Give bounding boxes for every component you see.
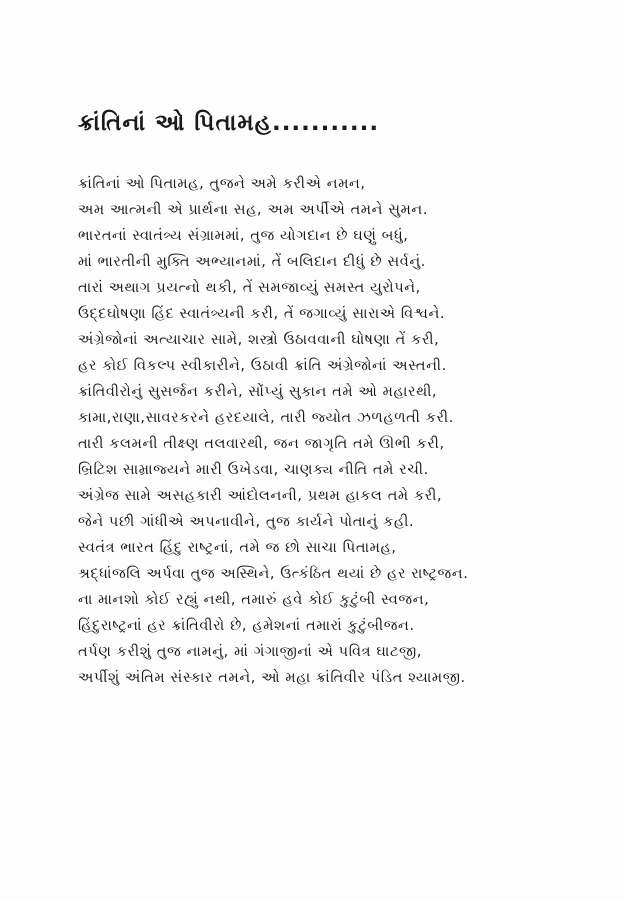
poem-title: ક્રાંતિનાં ઓ પિતામહ........... — [78, 110, 380, 136]
poem-line: માં ભારતીની મુક્તિ અભ્યાનમાં, તેં બલિદાન દીધું છે સર્વનું. — [78, 254, 426, 270]
poem-line: ના માનશો કોઈ રહ્યું નથી, તમારું હવે કોઈ કુટુંબી સ્વજન, — [78, 592, 430, 608]
poem-line: બ્રિટિશ સામ્રાજ્યને મારી ઉખેડવા, ચાણક્ય નીતિ તમે રચી. — [78, 462, 429, 478]
poem-line: કામા,રાણા,સાવરકરને હરદયાલે, તારી જ્યોત ઝળહળતી કરી. — [78, 410, 455, 426]
poem-line: ક્રાંતિવીરોનું સુસર્જન કરીને, સોંપ્યું સુકાન તમે ઓ મહારથી, — [78, 384, 438, 400]
poem-line: અર્પીશું અંતિમ સંસ્કાર તમને, ઓ મહા ક્રાંતિવીર પંડિત શ્યામજી. — [78, 670, 466, 686]
poem-line: સ્વતંત્ર ભારત હિંદુ રાષ્ટ્રનાં, તમે જ છો સાચા પિતામહ, — [78, 540, 397, 556]
poem-line: ઉદ્દઘોષણા હિંદ સ્વાતંત્ર્યની કરી, તેં જગાવ્યું સારાએ વિશ્વને. — [78, 306, 446, 322]
poem-line: ભારતનાં સ્વાતંત્ર્ય સંગ્રામમાં, તુજ યોગદાન છે ઘણું બધું, — [78, 228, 409, 244]
poem-line: અંગ્રેજોનાં અત્યાચાર સામે, શસ્ત્રો ઉઠાવવાની ઘોષણા તેં કરી, — [78, 332, 440, 348]
poem-line: તારી કલમની તીક્ષ્ણ તલવારથી, જન જાગૃતિ તમે ઊભી કરી, — [78, 436, 445, 452]
poem-line: તર્પણ કરીશું તુજ નામનું, માં ગંગાજીનાં એ પવિત્ર ઘાટજી, — [78, 644, 422, 660]
poem-line: અંગ્રેજ સામે અસહકારી આંદોલનની, પ્રથમ હાકલ તમે કરી, — [78, 488, 443, 504]
poem-body — [78, 171, 598, 691]
poem-line: શ્રદ્ધાંજલિ અર્પવા તુજ અસ્થિને, ઉત્કંઠિત થયાં છે હર રાષ્ટ્રજન. — [78, 566, 469, 582]
poem-line: તારાં અથાગ પ્રયત્નો થકી, તેં સમજાવ્યું સમસ્ત યુરોપને, — [78, 280, 421, 296]
poem-line: ક્રાંતિનાં ઓ પિતામહ, તુજને અમે કરીએ નમન, — [78, 176, 366, 192]
poem-line: અમ આત્મની એ પ્રાર્થના સહ, અમ અર્પીએ તમને સુમન. — [78, 202, 429, 218]
poem-line: હિંદુરાષ્ટ્રનાં હર ક્રાંતિવીરો છે, હમેશનાં તમારાં કુટુંબીજન. — [78, 618, 415, 634]
poem-line: હર કોઈ વિકલ્પ સ્વીકારીને, ઉઠાવી ક્રાંતિ અંગ્રેજોનાં અસ્તની. — [78, 358, 447, 374]
poem-line: જેને પછી ગાંધીએ અપનાવીને, તુજ કાર્યને પોતાનું કહી. — [78, 514, 415, 530]
